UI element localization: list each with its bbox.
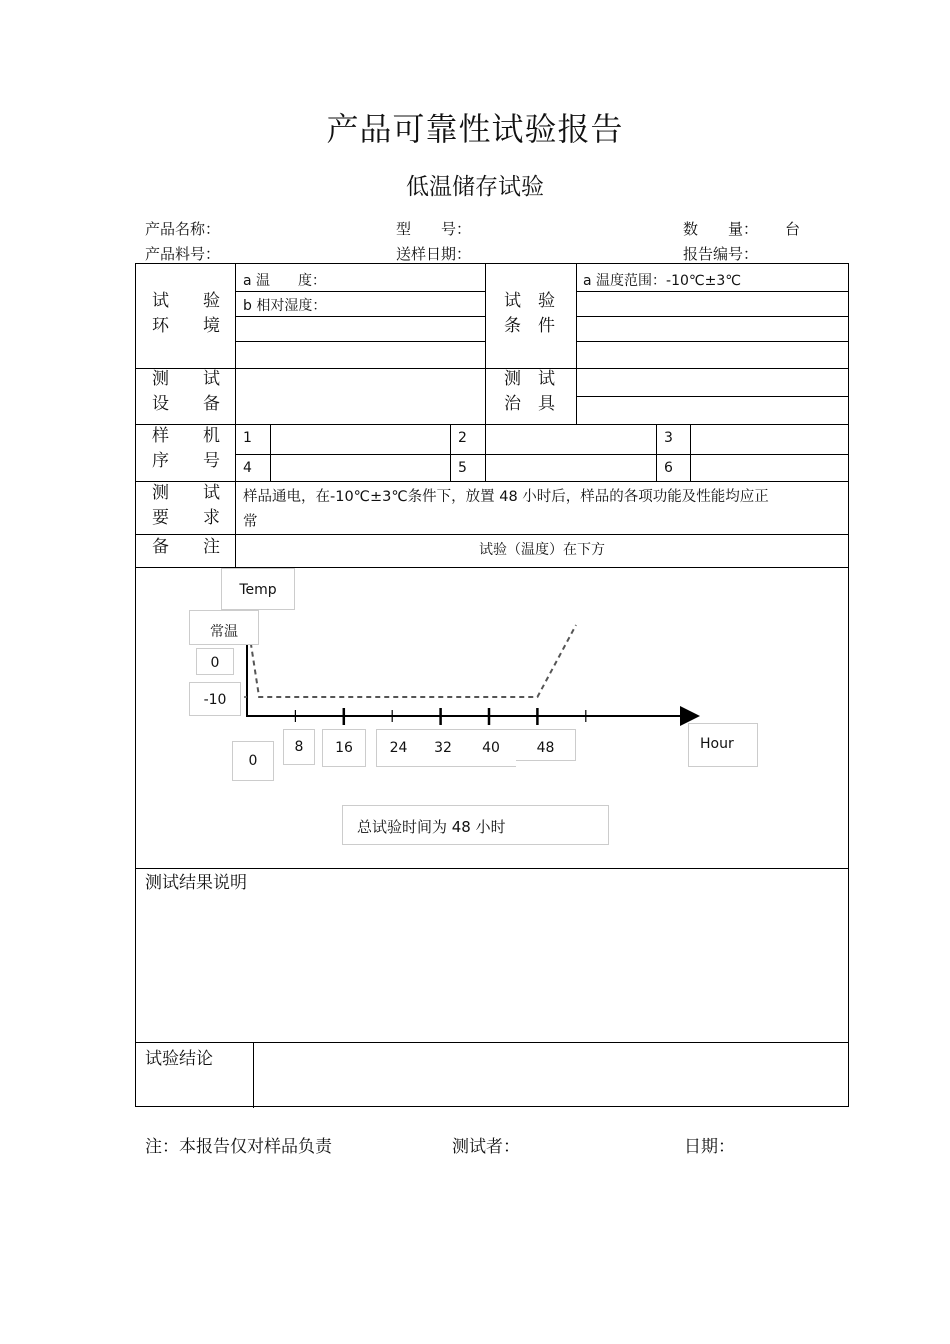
environment-label: 试 验 环 境 xyxy=(152,291,220,336)
tester-label: 测试者： xyxy=(452,1137,520,1157)
temperature-field: a 温 度： xyxy=(243,273,327,289)
x-tick-16: 16 xyxy=(322,729,366,767)
y-tick-minus-ten: -10 xyxy=(189,682,241,716)
report-number-label: 报告编号： xyxy=(683,245,759,263)
part-number-label: 产品料号： xyxy=(145,245,221,263)
test-results-label: 测试结果说明 xyxy=(145,873,247,893)
x-tick-32: 32 xyxy=(420,729,466,767)
sample-date-label: 送样日期： xyxy=(396,245,472,263)
remark-text: 试验（温度）在下方 xyxy=(479,542,605,558)
humidity-field: b 相对湿度： xyxy=(243,298,327,314)
sample-number-4: 4 xyxy=(243,460,252,476)
equipment-label: 测 试 设 备 xyxy=(152,369,220,414)
sample-number-2: 2 xyxy=(458,430,467,446)
sample-number-3: 3 xyxy=(664,430,673,446)
sample-serial-label: 样 机 序 号 xyxy=(152,426,220,471)
requirement-text-line2: 常 xyxy=(243,514,258,530)
y-tick-room-temp: 常温 xyxy=(189,610,259,645)
date-label: 日期： xyxy=(684,1137,735,1157)
sample-number-5: 5 xyxy=(458,460,467,476)
x-tick-0: 0 xyxy=(232,741,274,781)
x-tick-40: 40 xyxy=(466,729,516,767)
fixture-label: 测 试 治 具 xyxy=(504,369,555,414)
model-label: 型 号： xyxy=(396,220,472,238)
conditions-label: 试 验 条 件 xyxy=(504,291,555,336)
page-subtitle: 低温储存试验 xyxy=(406,174,544,200)
requirement-text-line1: 样品通电，在-10℃±3℃条件下，放置 48 小时后，样品的各项功能及性能均应正 xyxy=(243,489,769,505)
x-axis-label: Hour xyxy=(688,723,758,767)
sample-number-1: 1 xyxy=(243,430,252,446)
quantity-unit: 台 xyxy=(785,220,801,238)
temperature-range-field: a 温度范围：-10℃±3℃ xyxy=(583,273,741,289)
sample-number-6: 6 xyxy=(664,460,673,476)
product-name-label: 产品名称： xyxy=(145,220,221,238)
y-axis-label: Temp xyxy=(221,568,295,610)
footer-note: 注：本报告仅对样品负责 xyxy=(145,1137,332,1157)
temperature-series-line xyxy=(248,625,576,697)
page-title: 产品可靠性试验报告 xyxy=(326,110,624,148)
y-tick-zero: 0 xyxy=(196,648,234,675)
total-duration-note: 总试验时间为 48 小时 xyxy=(342,805,609,845)
test-conclusion-label: 试验结论 xyxy=(145,1049,213,1069)
requirement-label: 测 试 要 求 xyxy=(152,483,220,528)
x-tick-48: 48 xyxy=(516,729,576,761)
x-tick-24: 24 xyxy=(376,729,420,767)
quantity-label: 数 量： xyxy=(683,220,759,238)
x-tick-8: 8 xyxy=(283,729,315,765)
remark-label: 备 注 xyxy=(152,537,220,557)
